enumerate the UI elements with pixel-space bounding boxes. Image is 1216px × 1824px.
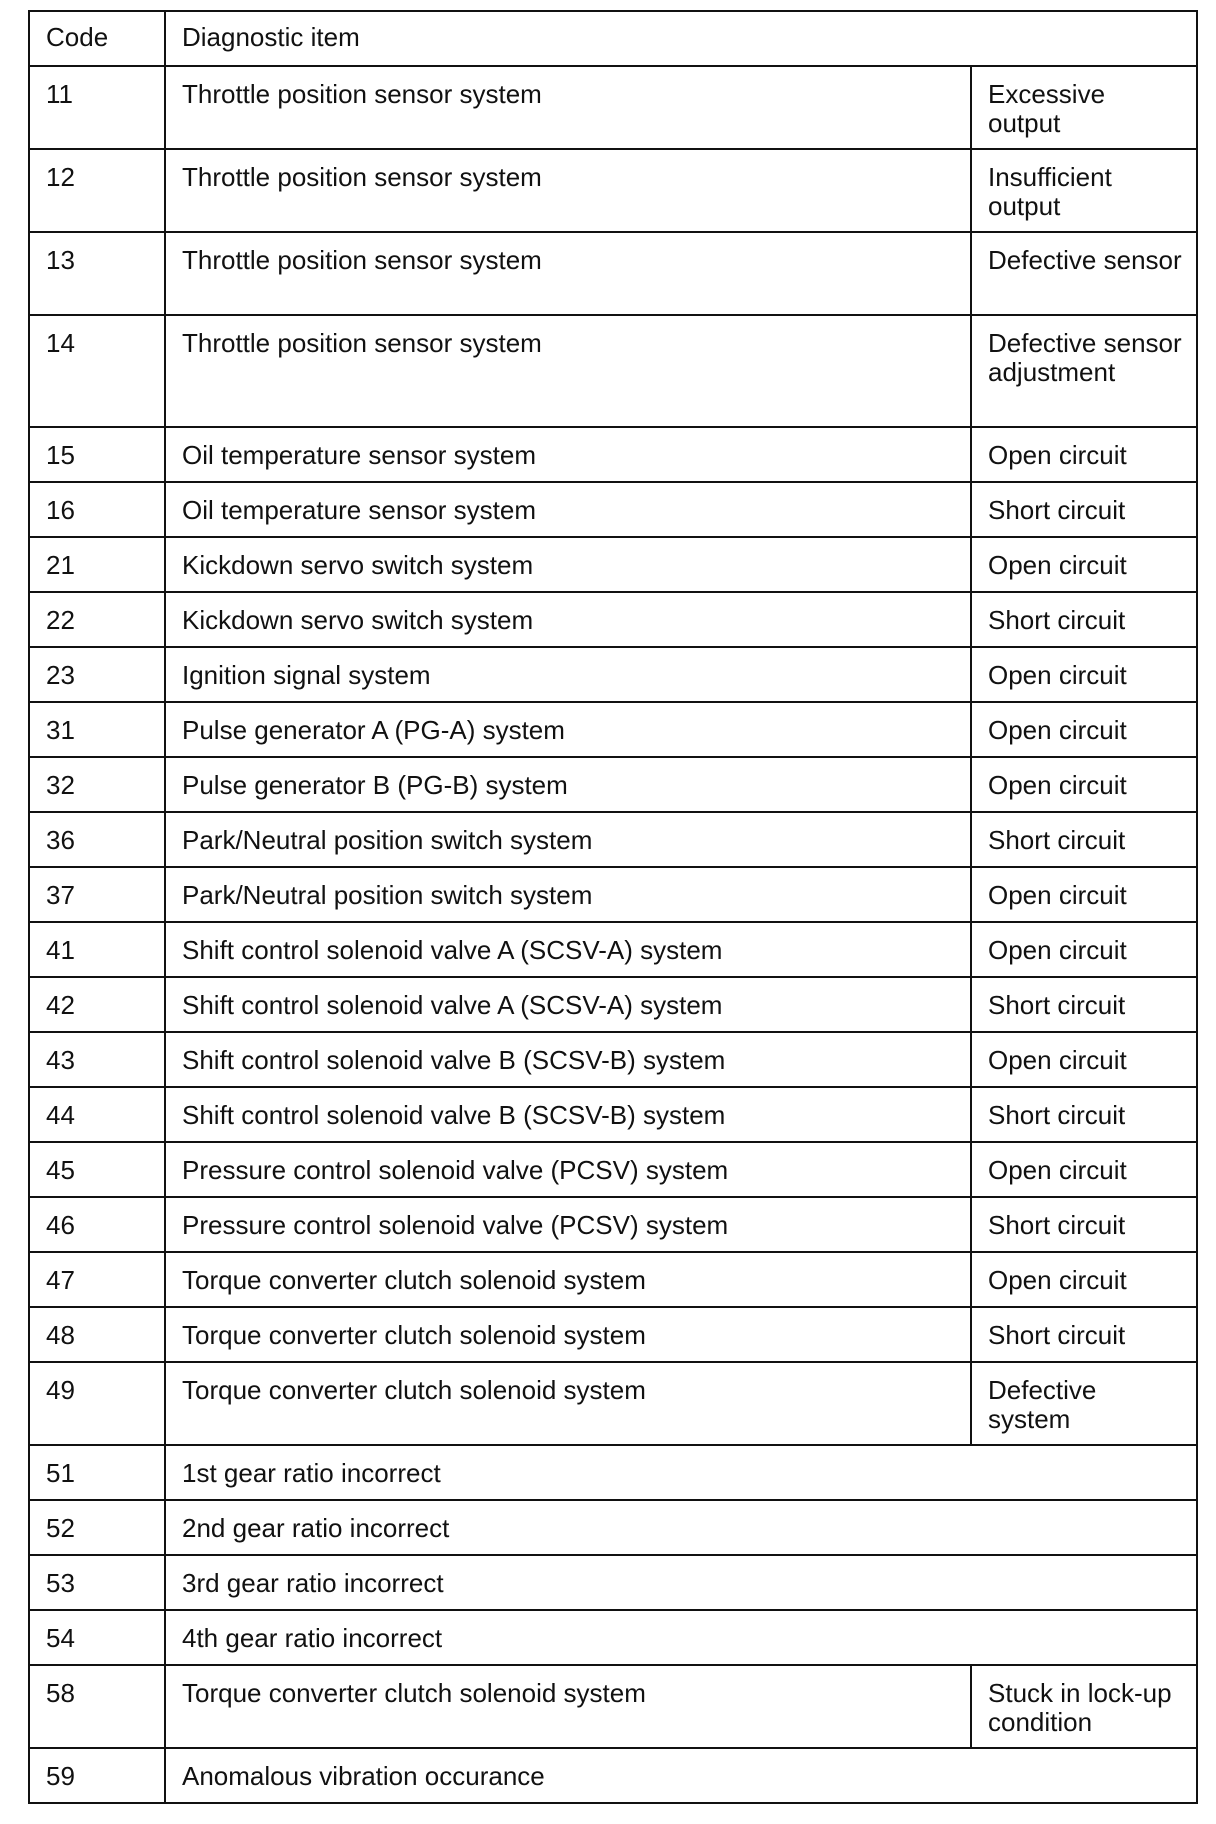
diagnostic-code-sheet	[28, 10, 1196, 1804]
code-cell: 23	[29, 647, 165, 702]
code-cell: 47	[29, 1252, 165, 1307]
table-row	[29, 977, 1197, 1032]
column-header-code: Code	[29, 11, 165, 66]
table-row	[29, 812, 1197, 867]
item-cell: Kickdown servo switch system	[165, 592, 971, 647]
code-cell: 12	[29, 149, 165, 232]
table-row	[29, 149, 1197, 232]
table-body	[29, 66, 1197, 1803]
table-row	[29, 1087, 1197, 1142]
code-cell: 54	[29, 1610, 165, 1665]
table-row	[29, 1500, 1197, 1555]
condition-cell: Open circuit	[971, 537, 1197, 592]
condition-cell: Stuck in lock-up condition	[971, 1665, 1197, 1748]
table-row	[29, 482, 1197, 537]
item-cell: Shift control solenoid valve B (SCSV-B) system	[165, 1087, 971, 1142]
code-cell: 32	[29, 757, 165, 812]
code-cell: 22	[29, 592, 165, 647]
condition-cell: Open circuit	[971, 427, 1197, 482]
code-cell: 11	[29, 66, 165, 149]
item-cell: 3rd gear ratio incorrect	[165, 1555, 1197, 1610]
item-cell: Shift control solenoid valve A (SCSV-A) system	[165, 977, 971, 1032]
table-row	[29, 867, 1197, 922]
table-row	[29, 1610, 1197, 1665]
item-cell: Kickdown servo switch system	[165, 537, 971, 592]
table-row	[29, 592, 1197, 647]
table-row	[29, 1555, 1197, 1610]
item-cell: Anomalous vibration occurance	[165, 1748, 1197, 1803]
code-cell: 13	[29, 232, 165, 315]
table-row	[29, 757, 1197, 812]
table-row	[29, 922, 1197, 977]
table-row	[29, 537, 1197, 592]
item-cell: Pressure control solenoid valve (PCSV) system	[165, 1142, 971, 1197]
code-cell: 46	[29, 1197, 165, 1252]
item-cell: Shift control solenoid valve A (SCSV-A) system	[165, 922, 971, 977]
table-row	[29, 1665, 1197, 1748]
item-cell: Park/Neutral position switch system	[165, 812, 971, 867]
condition-cell: Excessive output	[971, 66, 1197, 149]
condition-cell: Defective sensor	[971, 232, 1197, 315]
condition-cell: Insufficient output	[971, 149, 1197, 232]
condition-cell: Open circuit	[971, 922, 1197, 977]
code-cell: 16	[29, 482, 165, 537]
condition-cell: Short circuit	[971, 482, 1197, 537]
diagnostic-code-table	[28, 10, 1198, 1804]
table-header-row	[29, 11, 1197, 66]
table-row	[29, 647, 1197, 702]
table-row	[29, 1748, 1197, 1803]
item-cell: 4th gear ratio incorrect	[165, 1610, 1197, 1665]
table-row	[29, 1197, 1197, 1252]
table-row	[29, 427, 1197, 482]
code-cell: 43	[29, 1032, 165, 1087]
code-cell: 41	[29, 922, 165, 977]
condition-cell: Open circuit	[971, 757, 1197, 812]
table-row	[29, 702, 1197, 757]
code-cell: 42	[29, 977, 165, 1032]
condition-cell: Defective sensor adjustment	[971, 315, 1197, 427]
condition-cell: Short circuit	[971, 977, 1197, 1032]
item-cell: Ignition signal system	[165, 647, 971, 702]
code-cell: 53	[29, 1555, 165, 1610]
condition-cell: Defective system	[971, 1362, 1197, 1445]
item-cell: Oil temperature sensor system	[165, 482, 971, 537]
item-cell: Torque converter clutch solenoid system	[165, 1252, 971, 1307]
code-cell: 59	[29, 1748, 165, 1803]
item-cell: Torque converter clutch solenoid system	[165, 1362, 971, 1445]
condition-cell: Short circuit	[971, 1307, 1197, 1362]
code-cell: 31	[29, 702, 165, 757]
code-cell: 14	[29, 315, 165, 427]
table-row	[29, 1032, 1197, 1087]
condition-cell: Short circuit	[971, 592, 1197, 647]
condition-cell: Open circuit	[971, 1032, 1197, 1087]
item-cell: Throttle position sensor system	[165, 315, 971, 427]
item-cell: Torque converter clutch solenoid system	[165, 1665, 971, 1748]
code-cell: 21	[29, 537, 165, 592]
code-cell: 15	[29, 427, 165, 482]
code-cell: 37	[29, 867, 165, 922]
item-cell: Throttle position sensor system	[165, 232, 971, 315]
code-cell: 45	[29, 1142, 165, 1197]
condition-cell: Short circuit	[971, 1197, 1197, 1252]
condition-cell: Short circuit	[971, 1087, 1197, 1142]
column-header-diagnostic-item: Diagnostic item	[165, 11, 1197, 66]
item-cell: Throttle position sensor system	[165, 66, 971, 149]
item-cell: Throttle position sensor system	[165, 149, 971, 232]
item-cell: Oil temperature sensor system	[165, 427, 971, 482]
condition-cell: Open circuit	[971, 647, 1197, 702]
table-row	[29, 1362, 1197, 1445]
code-cell: 58	[29, 1665, 165, 1748]
table-row	[29, 232, 1197, 315]
table-row	[29, 66, 1197, 149]
item-cell: Pulse generator A (PG-A) system	[165, 702, 971, 757]
item-cell: 2nd gear ratio incorrect	[165, 1500, 1197, 1555]
table-row	[29, 1307, 1197, 1362]
table-row	[29, 315, 1197, 427]
table-row	[29, 1445, 1197, 1500]
item-cell: Park/Neutral position switch system	[165, 867, 971, 922]
condition-cell: Open circuit	[971, 702, 1197, 757]
code-cell: 36	[29, 812, 165, 867]
item-cell: Shift control solenoid valve B (SCSV-B) system	[165, 1032, 971, 1087]
item-cell: Pulse generator B (PG-B) system	[165, 757, 971, 812]
code-cell: 48	[29, 1307, 165, 1362]
item-cell: Pressure control solenoid valve (PCSV) system	[165, 1197, 971, 1252]
code-cell: 52	[29, 1500, 165, 1555]
table-row	[29, 1142, 1197, 1197]
code-cell: 49	[29, 1362, 165, 1445]
code-cell: 44	[29, 1087, 165, 1142]
code-cell: 51	[29, 1445, 165, 1500]
item-cell: Torque converter clutch solenoid system	[165, 1307, 971, 1362]
table-row	[29, 1252, 1197, 1307]
item-cell: 1st gear ratio incorrect	[165, 1445, 1197, 1500]
condition-cell: Open circuit	[971, 1252, 1197, 1307]
condition-cell: Open circuit	[971, 1142, 1197, 1197]
condition-cell: Short circuit	[971, 812, 1197, 867]
condition-cell: Open circuit	[971, 867, 1197, 922]
